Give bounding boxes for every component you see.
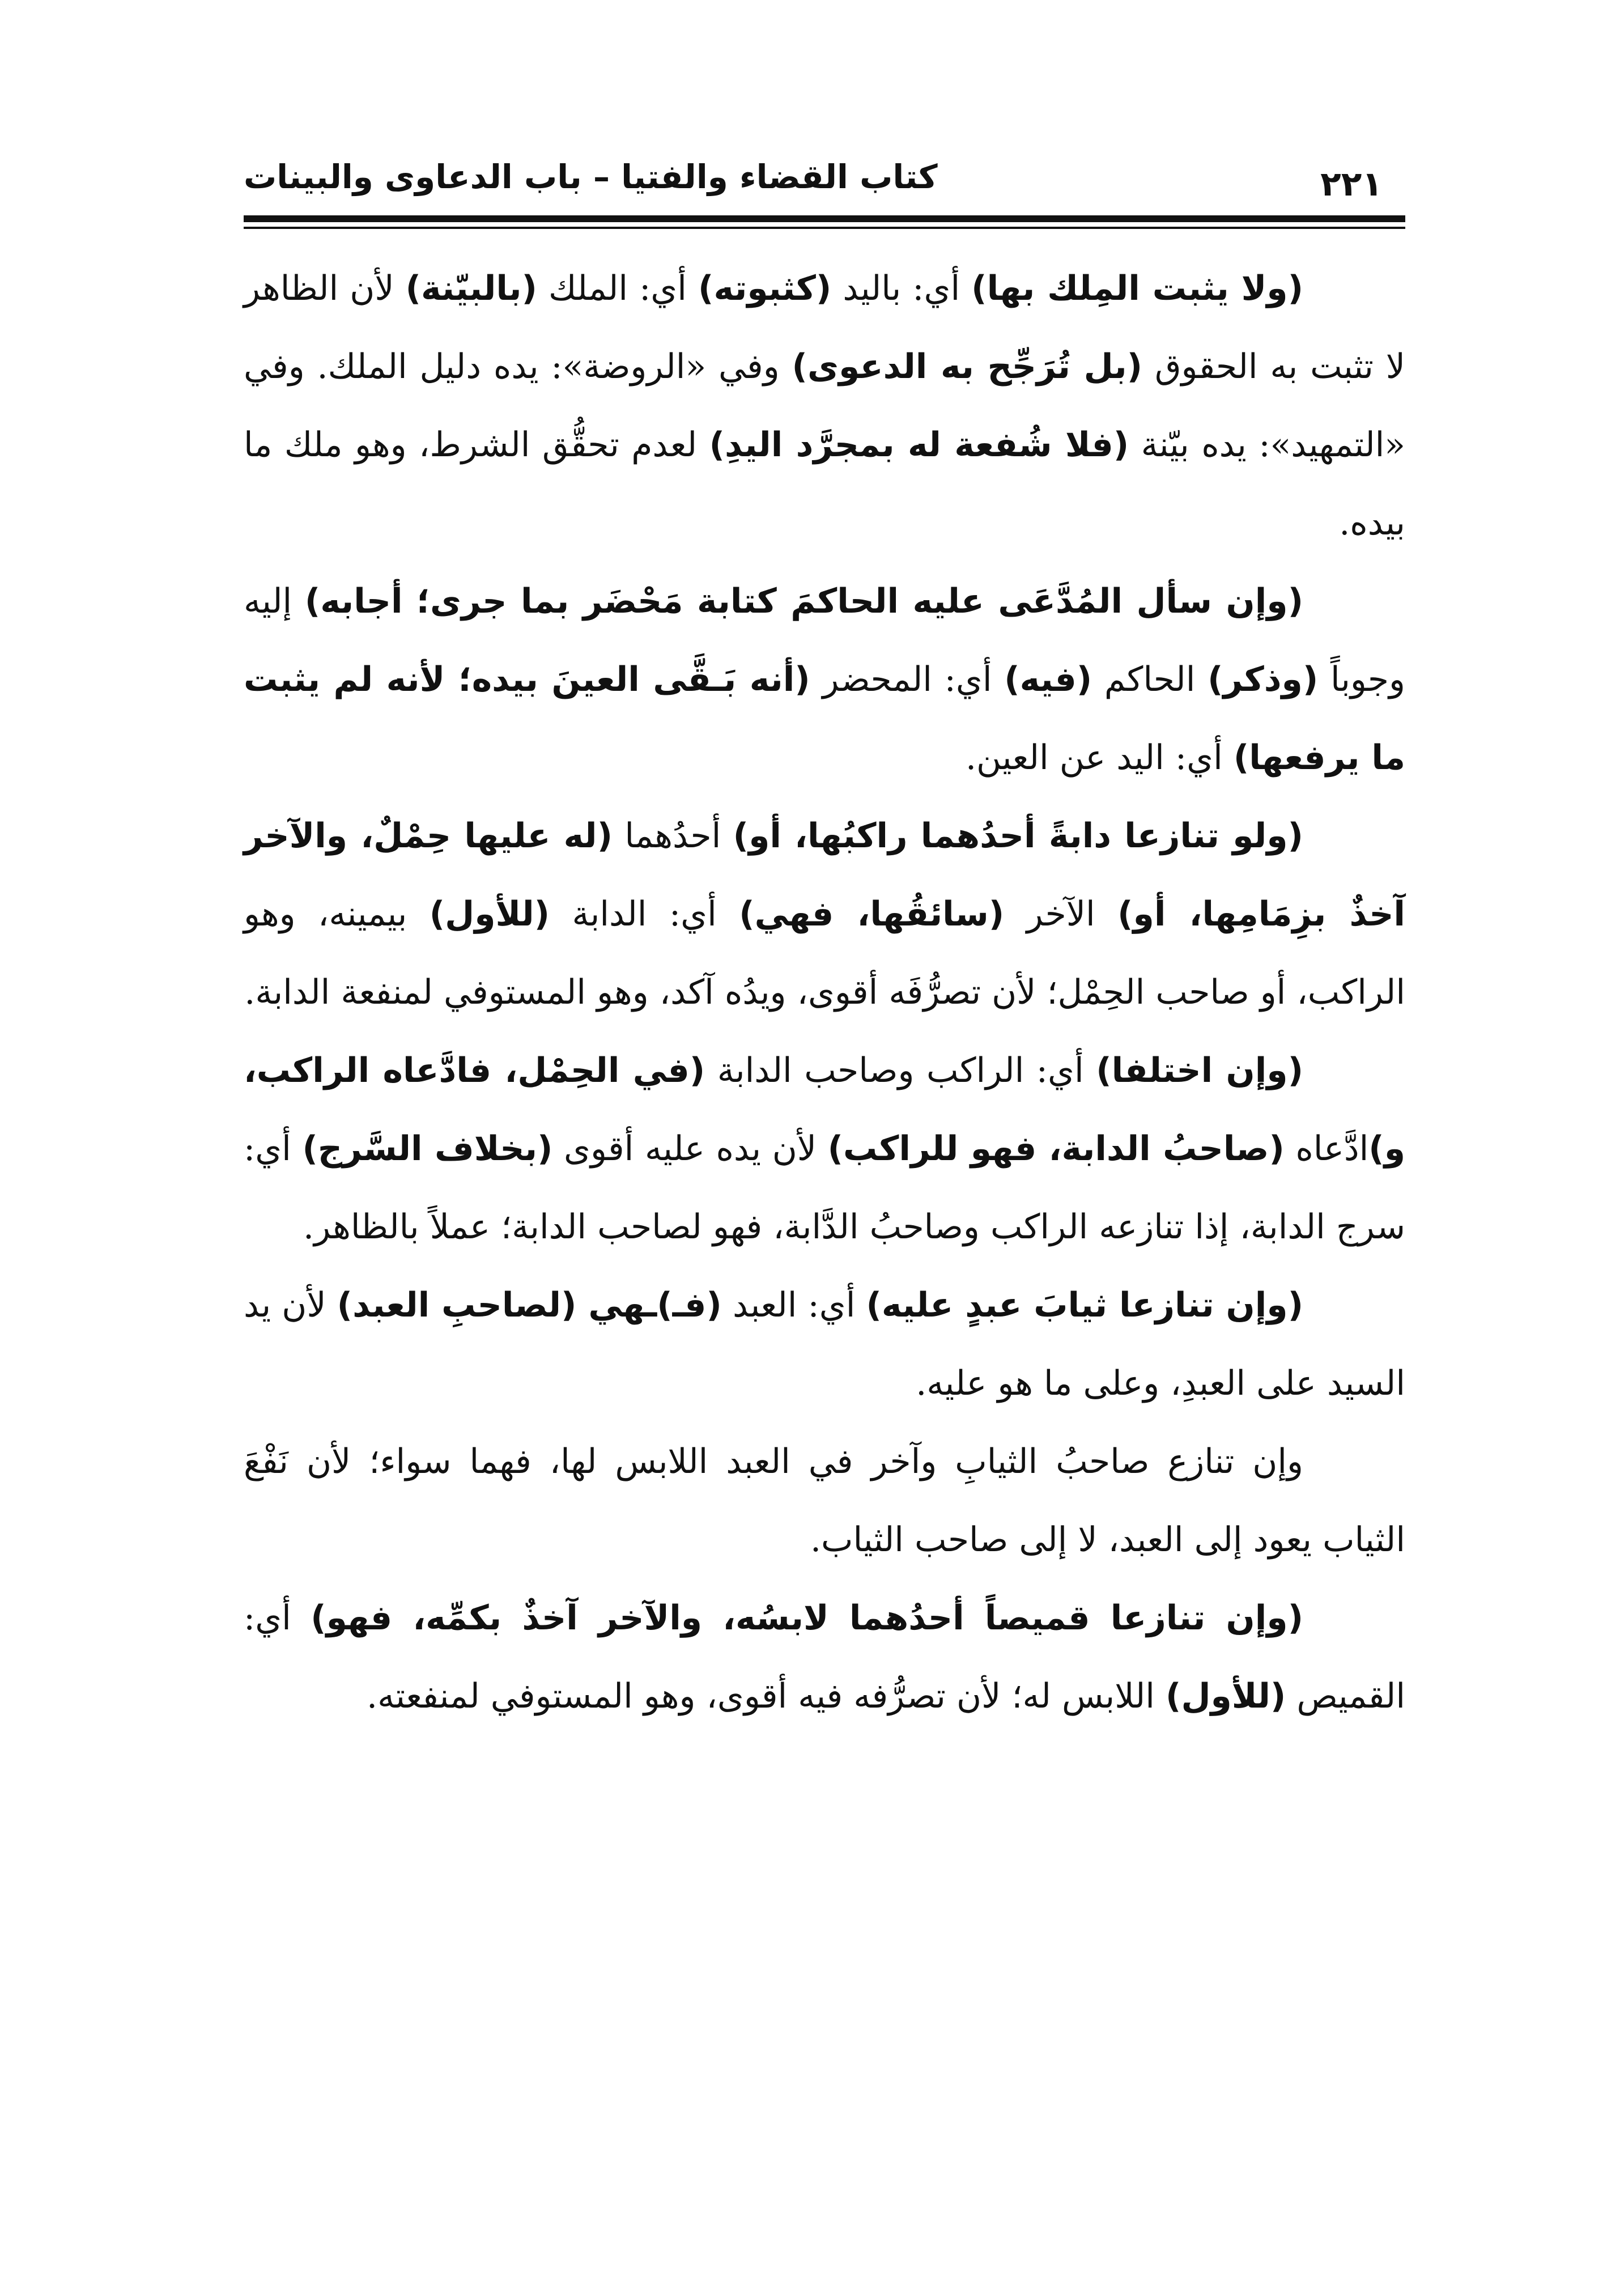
paragraph [244, 1422, 1405, 1579]
commentary-text: أحدُهما [613, 816, 733, 856]
matn-text: (للأول) [429, 894, 550, 934]
paragraph [244, 249, 1405, 562]
matn-text: (كثبوته) [698, 269, 832, 308]
commentary-text: الحاكم [1092, 660, 1208, 699]
matn-text: (بل تُرَجِّح به الدعوى) [792, 347, 1143, 387]
matn-text: (ولو تنازعا دابةً أحدُهما راكبُها، أو) [733, 816, 1303, 856]
body-text [244, 249, 1405, 1735]
commentary-text: إليه وجوباً [244, 581, 1405, 699]
page-number: ٢٢١ [1320, 164, 1383, 204]
header-rule-thin [244, 227, 1405, 229]
commentary-text: أي: الراكب وصاحب الدابة [705, 1051, 1096, 1090]
matn-text: (أنه بَـقَّى العينَ بيده؛ لأنه لم يثبت ما يرفعها) [244, 660, 1405, 778]
commentary-text: لأن الظاهر لا تثبت به الحقوق [244, 269, 1405, 387]
commentary-text: أي: اليد عن العين. [965, 738, 1234, 778]
commentary-text: لأن يد السيد على العبدِ، وعلى ما هو عليه. [244, 1285, 1405, 1403]
header-rule-thick [244, 215, 1405, 222]
matn-text: (له عليها حِمْلٌ، والآخر آخذٌ بزِمَامِها، أو) [244, 816, 1406, 934]
matn-text: (فلا شُفعة له بمجرَّد اليدِ) [709, 425, 1129, 465]
matn-text: (فيه) [1004, 660, 1092, 699]
matn-text: (سائقُها، فهي) [739, 894, 1005, 934]
commentary-text: لعدم تحقُّق الشرط، وهو ملك ما بيده. [244, 425, 1405, 543]
matn-text: (وإن تنازعا ثيابَ عبدٍ عليه) [866, 1285, 1304, 1325]
matn-text: (وذكر) [1208, 660, 1319, 699]
commentary-text: أي: باليد [831, 269, 972, 308]
matn-text: (ولا يثبت المِلك بها) [971, 269, 1303, 308]
matn-text: (في الحِمْل، فادَّعاه الراكب، و) [244, 1051, 1405, 1169]
commentary-text: ادَّعاه [1284, 1129, 1369, 1169]
commentary-text: أي: القميص [244, 1598, 1405, 1716]
commentary-text: لأن يده عليه أقوى [552, 1129, 828, 1169]
paragraph [244, 1579, 1405, 1735]
commentary-text: وفي «الروضة»: يده دليل الملك. وفي «التمهيد»: يده بيّنة [244, 347, 1405, 465]
commentary-text: الآخر [1004, 894, 1118, 934]
commentary-text: أي: الملك [537, 269, 699, 308]
paragraph [244, 797, 1405, 1031]
paragraph [244, 1031, 1405, 1266]
matn-text: (وإن سأل المُدَّعَى عليه الحاكمَ كتابة مَحْضَر بما جرى؛ أجابه) [304, 581, 1303, 621]
commentary-text: أي: الدابة [550, 894, 739, 934]
commentary-text: أي: سرج الدابة، إذا تنازعه الراكب وصاحبُ الدَّابة، فهو لصاحب الدابة؛ عملاً بالظاهر. [244, 1129, 1405, 1247]
matn-text: (بخلاف السَّرج) [302, 1129, 553, 1169]
paragraph [244, 1266, 1405, 1422]
commentary-text: وإن تنازع صاحبُ الثيابِ وآخر في العبد اللابس لها، فهما سواء؛ لأن نَفْعَ الثياب يعود إلى العبد، لا إلى صاحب الثياب. [244, 1442, 1405, 1560]
commentary-text: اللابس له؛ لأن تصرُّفه فيه أقوى، وهو المستوفي لمنفعته. [367, 1676, 1166, 1716]
page-header [244, 142, 1405, 227]
commentary-text: أي: العبد [721, 1285, 866, 1325]
commentary-text: أي: المحضر [810, 660, 1005, 699]
matn-text: (وإن اختلفا) [1096, 1051, 1303, 1090]
matn-text: (فـ)ـهي (لصاحبِ العبد) [337, 1285, 722, 1325]
matn-text: (وإن تنازعا قميصاً أحدُهما لابسُه، والآخر آخذٌ بكمِّه، فهو) [311, 1598, 1304, 1638]
matn-text: (صاحبُ الدابة، فهو للراكب) [827, 1129, 1285, 1169]
paragraph [244, 562, 1405, 797]
running-title: كتاب القضاء والفتيا – باب الدعاوى والبينات [244, 158, 938, 196]
commentary-text: بيمينه، وهو الراكب، أو صاحب الحِمْل؛ لأن تصرُّفَه أقوى، ويدُه آكد، وهو المستوفي لمنفعة الدابة. [244, 894, 1405, 1012]
matn-text: (بالبيّنة) [405, 269, 537, 308]
matn-text: (للأول) [1166, 1676, 1286, 1716]
